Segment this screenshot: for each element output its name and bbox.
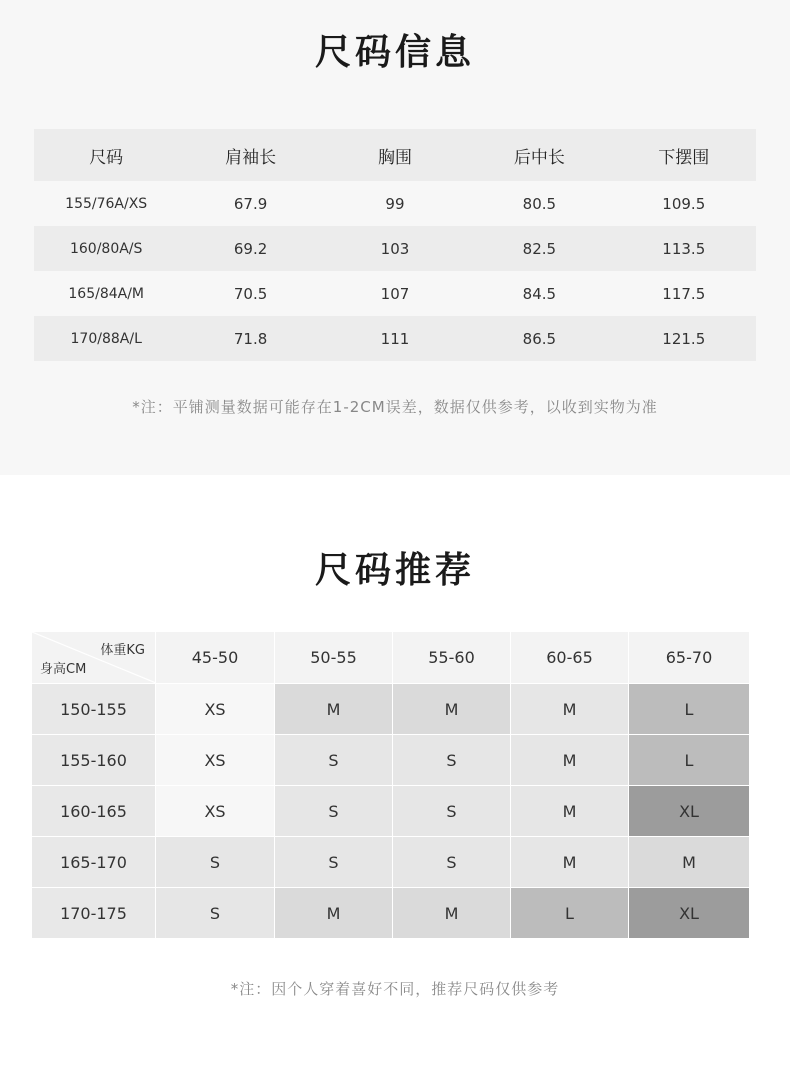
size-info-title: 尺码信息 bbox=[314, 32, 475, 73]
cell-shoulder-sleeve: 70.5 bbox=[178, 271, 322, 316]
cell-size: 165/84A/M bbox=[34, 271, 178, 316]
size-cell: M bbox=[275, 684, 393, 735]
size-recommend-table bbox=[32, 632, 750, 939]
table-row bbox=[34, 316, 756, 361]
header-chest: 胸围 bbox=[323, 129, 467, 181]
cell-size: 170/88A/L bbox=[34, 316, 178, 361]
size-cell: S bbox=[275, 735, 393, 786]
size-cell: M bbox=[511, 684, 629, 735]
size-info-table bbox=[34, 129, 756, 361]
weight-range-header: 45-50 bbox=[156, 632, 275, 684]
header-shoulder-sleeve: 肩袖长 bbox=[178, 129, 322, 181]
size-cell: M bbox=[393, 684, 511, 735]
size-cell: XL bbox=[629, 786, 750, 837]
cell-back-length: 86.5 bbox=[467, 316, 611, 361]
cell-size: 160/80A/S bbox=[34, 226, 178, 271]
size-cell: L bbox=[511, 888, 629, 939]
size-info-header-row bbox=[34, 129, 756, 181]
cell-size: 155/76A/XS bbox=[34, 181, 178, 226]
size-recommend-title: 尺码推荐 bbox=[314, 550, 475, 591]
size-cell: S bbox=[156, 837, 275, 888]
table-row bbox=[32, 837, 750, 888]
header-back-length: 后中长 bbox=[467, 129, 611, 181]
size-cell: M bbox=[629, 837, 750, 888]
size-cell: L bbox=[629, 684, 750, 735]
cell-chest: 111 bbox=[323, 316, 467, 361]
weight-range-header: 55-60 bbox=[393, 632, 511, 684]
cell-hem: 121.5 bbox=[612, 316, 756, 361]
size-cell: S bbox=[393, 735, 511, 786]
size-cell: M bbox=[511, 786, 629, 837]
cell-back-length: 80.5 bbox=[467, 181, 611, 226]
corner-header bbox=[32, 632, 156, 684]
height-range-cell: 155-160 bbox=[32, 735, 156, 786]
cell-shoulder-sleeve: 67.9 bbox=[178, 181, 322, 226]
weight-range-header: 65-70 bbox=[629, 632, 750, 684]
size-cell: M bbox=[511, 837, 629, 888]
cell-chest: 107 bbox=[323, 271, 467, 316]
size-cell: XS bbox=[156, 735, 275, 786]
size-cell: M bbox=[511, 735, 629, 786]
size-cell: XS bbox=[156, 786, 275, 837]
height-axis-label: 身高CM bbox=[40, 662, 87, 677]
size-cell: L bbox=[629, 735, 750, 786]
height-range-cell: 160-165 bbox=[32, 786, 156, 837]
table-row bbox=[34, 181, 756, 226]
height-range-cell: 170-175 bbox=[32, 888, 156, 939]
height-range-cell: 165-170 bbox=[32, 837, 156, 888]
table-row bbox=[32, 888, 750, 939]
size-info-note: *注：平铺测量数据可能存在1-2CM误差，数据仅供参考，以收到实物为准 bbox=[132, 398, 658, 416]
table-row bbox=[34, 271, 756, 316]
cell-back-length: 84.5 bbox=[467, 271, 611, 316]
size-cell: S bbox=[275, 837, 393, 888]
table-row bbox=[32, 684, 750, 735]
height-range-cell: 150-155 bbox=[32, 684, 156, 735]
size-cell: XS bbox=[156, 684, 275, 735]
cell-chest: 99 bbox=[323, 181, 467, 226]
recommend-header-row bbox=[32, 632, 750, 684]
weight-axis-label: 体重KG bbox=[100, 643, 145, 658]
cell-chest: 103 bbox=[323, 226, 467, 271]
header-size: 尺码 bbox=[34, 129, 178, 181]
table-row bbox=[32, 786, 750, 837]
size-cell: XL bbox=[629, 888, 750, 939]
cell-shoulder-sleeve: 71.8 bbox=[178, 316, 322, 361]
table-row bbox=[34, 226, 756, 271]
cell-hem: 113.5 bbox=[612, 226, 756, 271]
cell-back-length: 82.5 bbox=[467, 226, 611, 271]
size-cell: S bbox=[275, 786, 393, 837]
cell-hem: 117.5 bbox=[612, 271, 756, 316]
weight-range-header: 60-65 bbox=[511, 632, 629, 684]
table-row bbox=[32, 735, 750, 786]
size-recommend-note: *注：因个人穿着喜好不同，推荐尺码仅供参考 bbox=[230, 980, 560, 998]
size-cell: M bbox=[275, 888, 393, 939]
size-cell: S bbox=[393, 837, 511, 888]
header-hem: 下摆围 bbox=[612, 129, 756, 181]
cell-shoulder-sleeve: 69.2 bbox=[178, 226, 322, 271]
size-cell: S bbox=[393, 786, 511, 837]
cell-hem: 109.5 bbox=[612, 181, 756, 226]
weight-range-header: 50-55 bbox=[275, 632, 393, 684]
size-cell: S bbox=[156, 888, 275, 939]
size-cell: M bbox=[393, 888, 511, 939]
